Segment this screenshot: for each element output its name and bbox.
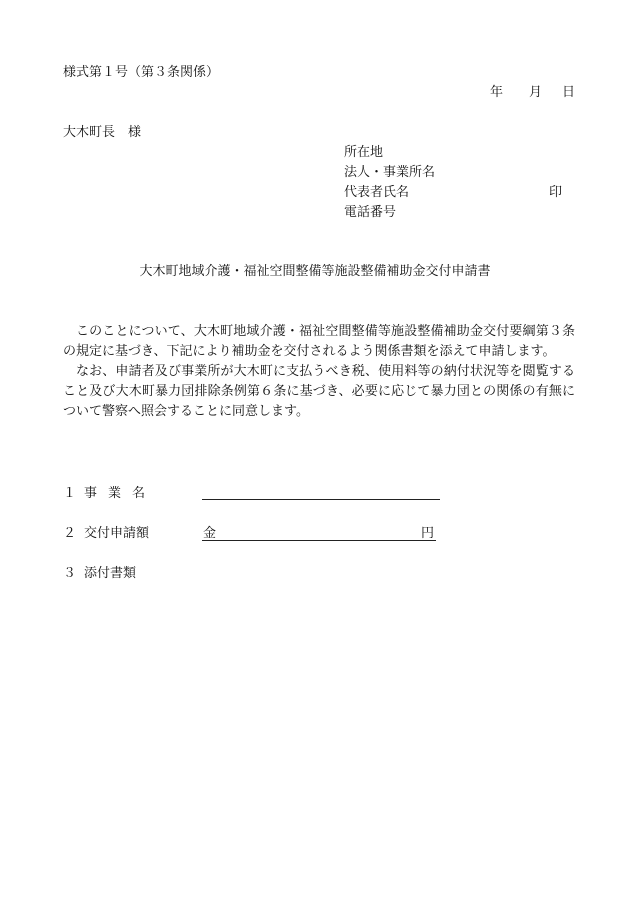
body-paragraph-consent-request: このことについて、大木町地域介護・福祉空間整備等施設整備補助金交付要綱第３条の規定に基づき、下記により補助金を交付されるよう関係書類を添えて申請します。 bbox=[63, 324, 575, 359]
date-day: 日 bbox=[562, 85, 576, 100]
item-requested-amount bbox=[63, 527, 149, 540]
applicant-location-label: 所在地 bbox=[344, 145, 384, 160]
project-name-underline bbox=[202, 499, 440, 500]
body-text bbox=[63, 322, 575, 422]
item-attachments bbox=[63, 567, 136, 580]
applicant-representative-label: 代表者氏名 bbox=[344, 185, 410, 200]
date-line bbox=[490, 86, 575, 99]
item-number: １ bbox=[63, 486, 77, 501]
item-label: 交付申請額 bbox=[84, 526, 150, 541]
document-title: 大木町地域介護・福祉空間整備等施設整備補助金交付申請書 bbox=[139, 264, 491, 279]
date-month: 月 bbox=[529, 85, 543, 100]
item-label: 事業名 bbox=[84, 486, 157, 501]
item-number: ３ bbox=[63, 566, 77, 581]
body-paragraph-police-inquiry: なお、申請者及び事業所が大木町に支払うべき税、使用料等の納付状況等を閲覧すること及び大木町暴力団排除条例第６条に基づき、必要に応じて暴力団との関係の有無について警察へ照会することに同意します。 bbox=[63, 364, 575, 419]
amount-prefix: 金 bbox=[203, 526, 217, 541]
applicant-phone-label: 電話番号 bbox=[344, 205, 397, 220]
item-number: ２ bbox=[63, 526, 77, 541]
amount-unit: 円 bbox=[421, 526, 435, 541]
form-number: 様式第１号（第３条関係） bbox=[63, 65, 220, 80]
amount-underline bbox=[202, 540, 436, 541]
applicant-corporation-label: 法人・事業所名 bbox=[344, 165, 436, 180]
item-label: 添付書類 bbox=[84, 566, 137, 581]
date-year: 年 bbox=[490, 85, 504, 100]
seal-mark: 印 bbox=[549, 185, 563, 200]
addressee: 大木町長 様 bbox=[63, 125, 142, 140]
item-project-name bbox=[63, 487, 156, 500]
